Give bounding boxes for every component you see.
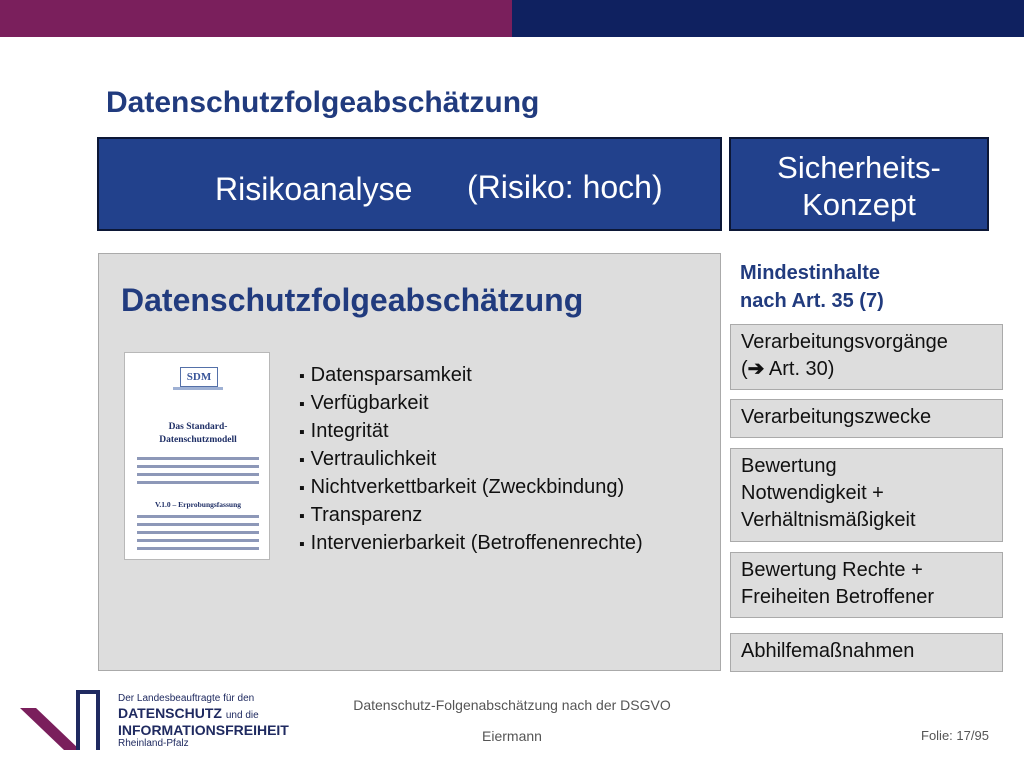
minimum-contents-heading [740,259,884,315]
doc-fine-print-line [137,547,259,550]
risk-analysis-box [97,137,722,231]
list-item: ▪ Integrität [299,418,643,446]
dsfa-panel [98,253,721,671]
item-line: Bewertung [741,455,837,477]
item-line: Freiheiten Betroffener [741,586,935,608]
doc-fine-print-line [137,457,259,460]
doc-fine-print-line [137,481,259,484]
slide-number: Folie: 17/95 [921,728,989,743]
item-processing-purposes [730,399,1003,438]
item-line-text: Art. 30) [764,358,835,380]
sdm-document-thumbnail [124,352,270,560]
minimum-contents-line-1: Mindestinhalte [740,262,881,284]
header-bar-navy [512,0,1024,37]
logo-line-4: Rheinland-Pfalz [118,738,189,749]
item-line: Verarbeitungsvorgänge [741,331,948,353]
protection-goals-list [299,362,643,558]
item-remedial-measures [730,633,1003,672]
risk-label: Risikoanalyse [215,171,413,207]
logo-datenschutz: DATENSCHUTZ [118,705,222,721]
item-necessity-assessment [730,448,1003,542]
list-item: ▪ Datensparsamkeit [299,362,643,390]
doc-fine-print-line [137,473,259,476]
doc-fine-print-line [137,531,259,534]
item-line: (➔ Art. 30) [741,358,835,380]
doc-heading-line-1: Das Standard- [168,422,228,432]
security-line-2: Konzept [802,187,916,222]
doc-heading [133,421,263,447]
list-item: ▪ Nichtverkettbarkeit (Zweckbindung) [299,474,643,502]
logo-line-3: INFORMATIONSFREIHEIT [118,722,289,738]
footer-subject: Datenschutz-Folgenabschätzung nach der DSGVO [353,697,671,713]
item-line: Bewertung Rechte + [741,559,923,581]
security-concept-box [729,137,989,231]
item-line: Abhilfemaßnahmen [741,640,915,662]
list-item: ▪ Intervenierbarkeit (Betroffenenrechte) [299,530,643,558]
doc-version: V.1.0 – Erprobungsfassung [154,500,241,509]
item-line: Notwendigkeit + [741,482,884,504]
doc-fine-print-line [137,539,259,542]
list-item: ▪ Verfügbarkeit [299,390,643,418]
doc-heading-line-2: Datenschutzmodell [159,435,237,445]
risk-value: (Risiko: hoch) [467,169,663,205]
logo-und-die: und die [225,710,259,721]
list-item: ▪ Vertraulichkeit [299,446,643,474]
sdm-logo-underline [173,387,223,390]
doc-fine-print-line [137,465,259,468]
security-line-1: Sicherheits- [777,150,941,185]
header-bar-magenta [0,0,512,37]
arrow-right-icon: ➔ [747,358,765,380]
doc-fine-print-line [137,523,259,526]
list-item: ▪ Transparenz [299,502,643,530]
sdm-logo: SDM [180,367,218,387]
item-rights-assessment [730,552,1003,618]
item-processing-operations [730,324,1003,390]
minimum-contents-line-2: nach Art. 35 (7) [740,290,884,312]
logo-line-1: Der Landesbeauftragte für den [118,693,255,704]
panel-title: Datenschutzfolgeabschätzung [121,282,584,318]
doc-fine-print-line [137,515,259,518]
slide-title: Datenschutzfolgeabschätzung [106,86,540,119]
item-line: Verhältnismäßigkeit [741,509,916,531]
footer-author: Eiermann [482,728,542,744]
item-line: Verarbeitungszwecke [741,406,932,428]
